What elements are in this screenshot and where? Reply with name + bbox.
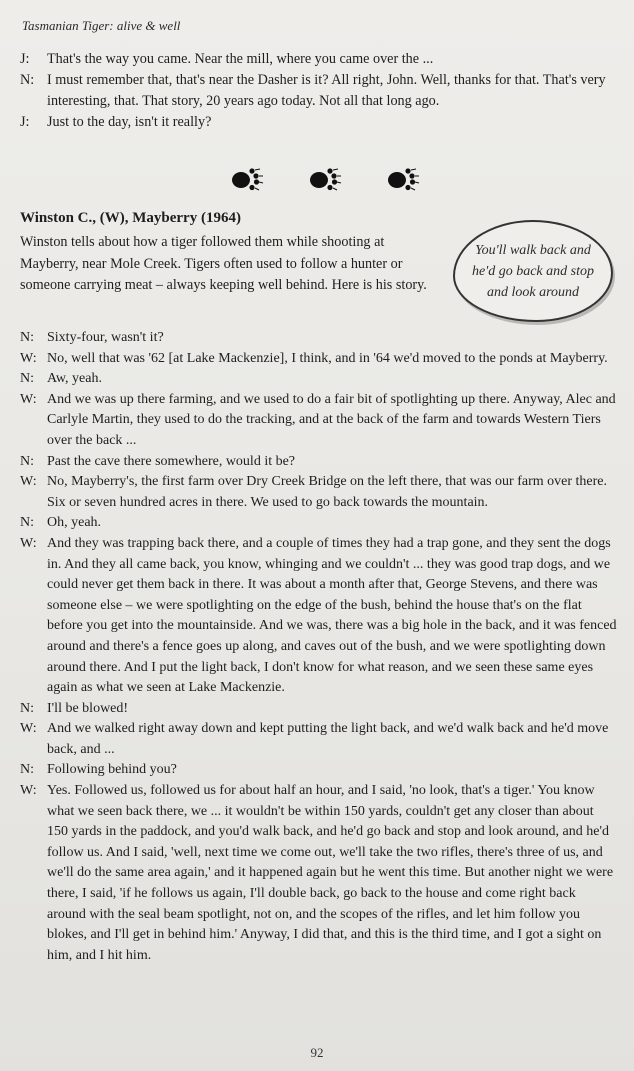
- speaker-label: W:: [20, 391, 37, 407]
- speaker-label: W:: [20, 783, 37, 799]
- main-dialogue: [20, 328, 618, 966]
- dialogue-line: [20, 349, 618, 370]
- speaker-label: N:: [20, 453, 34, 469]
- speaker-label: N:: [20, 515, 34, 531]
- dialogue-line: [20, 781, 618, 966]
- speaker-label: W:: [20, 474, 37, 490]
- dialogue-text: And we was up there farming, and we used to do a fair bit of spotlighting up there. Anyway, Alec and Carlyle Martin, they used to do the tracking, and at the back of the farm and towards Western Tiers over the back ...: [47, 391, 616, 448]
- dialogue-text: Yes. Followed us, followed us for about half an hour, and I said, 'no look, that's a tiger.' You know what we seen back there, we ... it wouldn't be within 150 yards, couldn't get any closer than about 150 yards in the paddock, and you'd walk back, and he'd go back and stop and look around, and he'd follow us. And I said, 'well, next time we come out, we'll take the two rifles, there's three of us, and we'll do the same area again,' and it happened again but he went this time. But another night we were there, I said, 'if he follows us again, I'll double back, go back to the house and come right back around with the seal beam spotlight, not on, and the scopes of the rifles, and let him follow you blokes, and I'll get in behind him.' Anyway, I did that, and this is the third time, and I got a sight on him, and I hit him.: [47, 783, 614, 963]
- dialogue-text: And we walked right away down and kept putting the light back, and we'd walk back and he'd move back, and ...: [47, 721, 609, 757]
- speaker-label: W:: [20, 535, 37, 551]
- speaker-label: N:: [20, 700, 34, 716]
- dialogue-line: [20, 699, 618, 720]
- dialogue-text: Oh, yeah.: [47, 515, 102, 531]
- dialogue-text: No, well that was '62 [at Lake Mackenzie], I think, and in '64 we'd moved to the ponds at Mayberry.: [47, 350, 608, 366]
- dialogue-text: And they was trapping back there, and a couple of times they had a trap gone, and they sent the dogs in. And they all came back, you know, whinging and we couldn't ... they was good trap dogs, and we could never get them back in there. It was about a month after that, George Stevens, and there was someone else – we were spotlighting on the edge of the bush, behind the house that's on the flat before you get into the mountainside. And we was, there was a big hole in the back, and it was fenced around and there's a fence goes up along, and caves out of the bush, and we were spotlighting down around there. And I put the light back, I don't know for what reason, and we seen these same eyes again as what we seen at Lake Mackenzie.: [47, 535, 617, 696]
- dialogue-line: [20, 328, 618, 349]
- dialogue-line: [20, 452, 618, 473]
- section-heading: Winston C., (W), Mayberry (1964): [20, 210, 241, 226]
- dialogue-text: Sixty-four, wasn't it?: [47, 330, 164, 345]
- speaker-label: W:: [20, 350, 37, 366]
- dialogue-text: Past the cave there somewhere, would it be?: [47, 453, 296, 469]
- dialogue-line: [20, 390, 618, 452]
- speaker-label: N:: [20, 371, 34, 387]
- dialogue-line: [20, 70, 618, 112]
- section-divider: [230, 164, 420, 194]
- dialogue-line: [20, 112, 618, 133]
- dialogue-text: Just to the day, isn't it really?: [47, 114, 212, 130]
- dialogue-line: [20, 369, 618, 390]
- paw-print-icon: [386, 166, 420, 192]
- speaker-label: N:: [20, 72, 35, 88]
- dialogue-text: That's the way you came. Near the mill, where you came over the ...: [47, 51, 434, 67]
- dialogue-text: Following behind you?: [47, 762, 177, 778]
- dialogue-line: [20, 49, 618, 70]
- dialogue-text: I must remember that, that's near the Dasher is it? All right, John. Well, thanks for that. That's very interesting, that. That story, 20 years ago today. Not all that long ago.: [47, 72, 606, 109]
- top-dialogue: [20, 49, 618, 133]
- pull-quote: You'll walk back and he'd go back and stop and look around: [453, 220, 613, 322]
- page-number: 92: [310, 1045, 324, 1060]
- dialogue-text: I'll be blowed!: [47, 700, 129, 716]
- speaker-label: N:: [20, 762, 34, 778]
- dialogue-line: [20, 719, 618, 760]
- paw-print-icon: [308, 166, 342, 192]
- dialogue-text: No, Mayberry's, the first farm over Dry Creek Bridge on the left there, that was our farm over there. Six or seven hundred acres in there. We used to go back towards the mountain.: [47, 474, 607, 510]
- dialogue-line: [20, 513, 618, 534]
- speaker-label: J:: [20, 51, 30, 67]
- intro-paragraph: Winston tells about how a tiger followed them while shooting at Mayberry, near Mole Creek. Tigers often used to follow a hunter or someone carrying meat – always keeping well behind. Here is his story.: [20, 234, 427, 293]
- dialogue-line: [20, 760, 618, 781]
- speaker-label: W:: [20, 721, 37, 737]
- running-head: Tasmanian Tiger: alive & well: [22, 18, 181, 33]
- speaker-label: J:: [20, 114, 30, 130]
- paw-print-icon: [230, 166, 264, 192]
- speaker-label: N:: [20, 330, 34, 345]
- dialogue-text: Aw, yeah.: [47, 371, 102, 387]
- dialogue-line: [20, 472, 618, 513]
- dialogue-line: [20, 534, 618, 699]
